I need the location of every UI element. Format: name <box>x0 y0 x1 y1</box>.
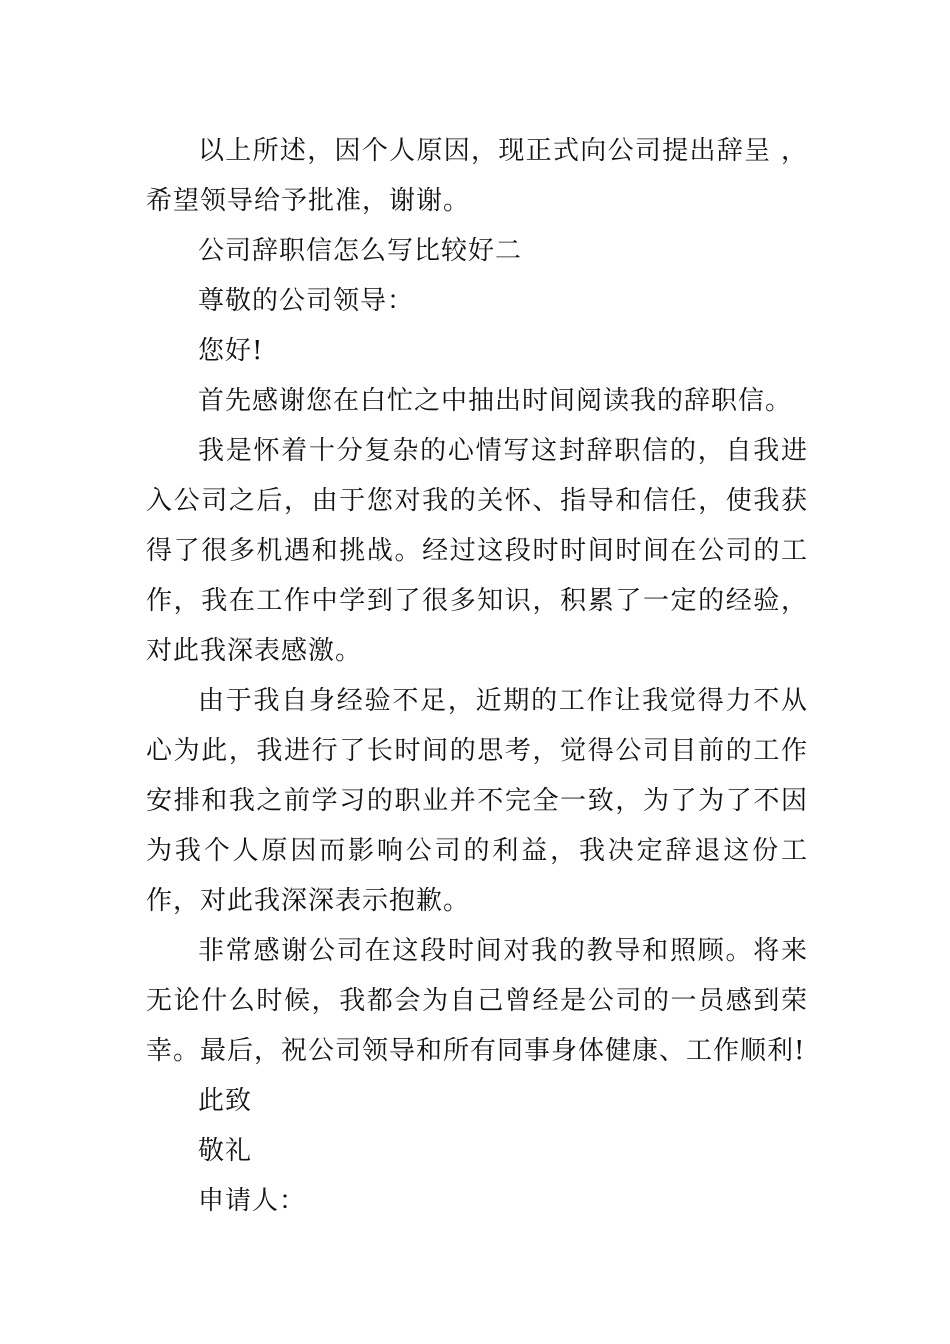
applicant-label: 申请人： <box>198 1186 307 1216</box>
section-title: 公司辞职信怎么写比较好二 <box>198 236 523 266</box>
paragraph-thanks: 首先感谢您在白忙之中抽出时间阅读我的辞职信。 <box>198 386 793 416</box>
paragraph-conclusion: 以上所述，因个人原因，现正式向公司提出辞呈 ，希望领导给予批准，谢谢。 <box>146 136 808 216</box>
document-body <box>146 126 808 1226</box>
greeting: 您好! <box>198 336 264 366</box>
paragraph-gratitude: 非常感谢公司在这段时间对我的教导和照顾。将来无论什么时候，我都会为自己曾经是公司的一员感到荣幸。最后，祝公司领导和所有同事身体健康、工作顺利! <box>146 936 808 1066</box>
closing-cizhi: 此致 <box>198 1086 253 1116</box>
paragraph-reason: 由于我自身经验不足，近期的工作让我觉得力不从心为此，我进行了长时间的思考，觉得公司目前的工作安排和我之前学习的职业并不完全一致，为了为了不因为我个人原因而影响公司的利益，我决定辞退这份工作，对此我深深表示抱歉。 <box>146 686 808 916</box>
closing-jingli: 敬礼 <box>198 1136 253 1166</box>
paragraph-experience: 我是怀着十分复杂的心情写这封辞职信的，自我进入公司之后，由于您对我的关怀、指导和信任，使我获得了很多机遇和挑战。经过这段时时间时间在公司的工作，我在工作中学到了很多知识，积累了一定的经验，对此我深表感激。 <box>146 436 808 666</box>
salutation: 尊敬的公司领导： <box>198 286 415 316</box>
